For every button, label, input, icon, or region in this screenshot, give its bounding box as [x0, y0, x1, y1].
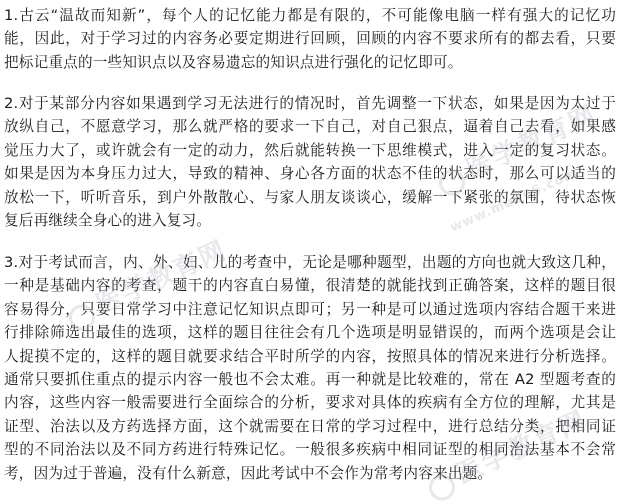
text-line: 型的不同治法以及不同方药进行特殊记忆。一般很多疾病中相同证型的相同治法基本不会常	[4, 441, 616, 459]
text-line: 考，因为过于普遍，没有什么新意，因此考试中不会作为常考内容来出题。	[4, 464, 493, 482]
text-line: 复后再继续全身心的进入复习。	[4, 211, 212, 229]
paragraph-2	[4, 92, 616, 232]
text-line: 能，因此，对于学习过的内容务必要定期进行回顾，回顾的内容不要求所有的都去看，只要	[4, 30, 616, 48]
text-line: 放松一下，听听音乐，到户外散散心、与家人朋友谈谈心，缓解一下紧张的氛围，待状态恢	[4, 188, 616, 206]
text-line: 通常只要抓住重点的提示内容一般也不会太难。再一种就是比较难的，常在 A2 型题考查的	[4, 370, 616, 388]
text-line: 一种是基础内容的考查，题干的内容直白易懂，很清楚的就能找到正确答案，这样的题目很	[4, 277, 616, 295]
text-line: 觉压力大了，或许就会有一定的动力，然后就能转换一下思维模式，进入一定的复习状态。	[4, 141, 616, 159]
text-line: 内容，这些内容一般需要进行全面综合的分析，要求对具体的疾病有全方位的理解，尤其是	[4, 394, 616, 412]
watermark-brand: 医学教育网	[60, 230, 232, 334]
text-line: 2.对于某部分内容如果遇到学习无法进行的情况时，首先调整一下状态，如果是因为太过于	[4, 95, 616, 112]
text-line: 如果是因为本身压力过大，导致的精神、身心各方面的状态不佳的状态时，那么可以适当的	[4, 165, 616, 183]
text-line: 把标记重点的一些知识点以及容易遗忘的知识点进行强化的记忆即可。	[4, 53, 463, 71]
paragraph-1	[4, 4, 616, 74]
text-line: 放纵自己，不愿意学习，那么就严格的要求一下自己，对自己狠点，逼着自己去看，如果感	[4, 118, 616, 136]
text-line: 3.对于考试而言，内、外、妇、儿的考查中，无论是哪种题型，出题的方向也就大致这几种，	[4, 254, 616, 271]
watermark-brand: 医学教育网	[420, 400, 592, 504]
watermark-brand: 医学教育网	[430, 95, 602, 199]
text-line: 人捉摸不定的，这样的题目就要求结合平时所学的内容，按照具体的情况来进行分析选择。	[4, 347, 616, 365]
text-line: 行排除筛选出最佳的选项，这样的题目往往会有几个选项是明显错误的，而两个选项是会让	[4, 324, 616, 342]
paragraph-3	[4, 251, 616, 485]
text-line: 1.古云“温故而知新”，每个人的记忆能力都是有限的，不可能像电脑一样有强大的记忆功	[4, 7, 616, 24]
text-line: 容易得分，只要日常学习中注意记忆知识点即可；另一种是可以通过选项内容结合题干来进	[4, 300, 616, 318]
text-line: 证型、治法以及方药选择方面，这个就需要在日常的学习过程中，进行总结分类，把相同证	[4, 417, 616, 435]
watermark-url: www.med66.com	[448, 165, 581, 236]
